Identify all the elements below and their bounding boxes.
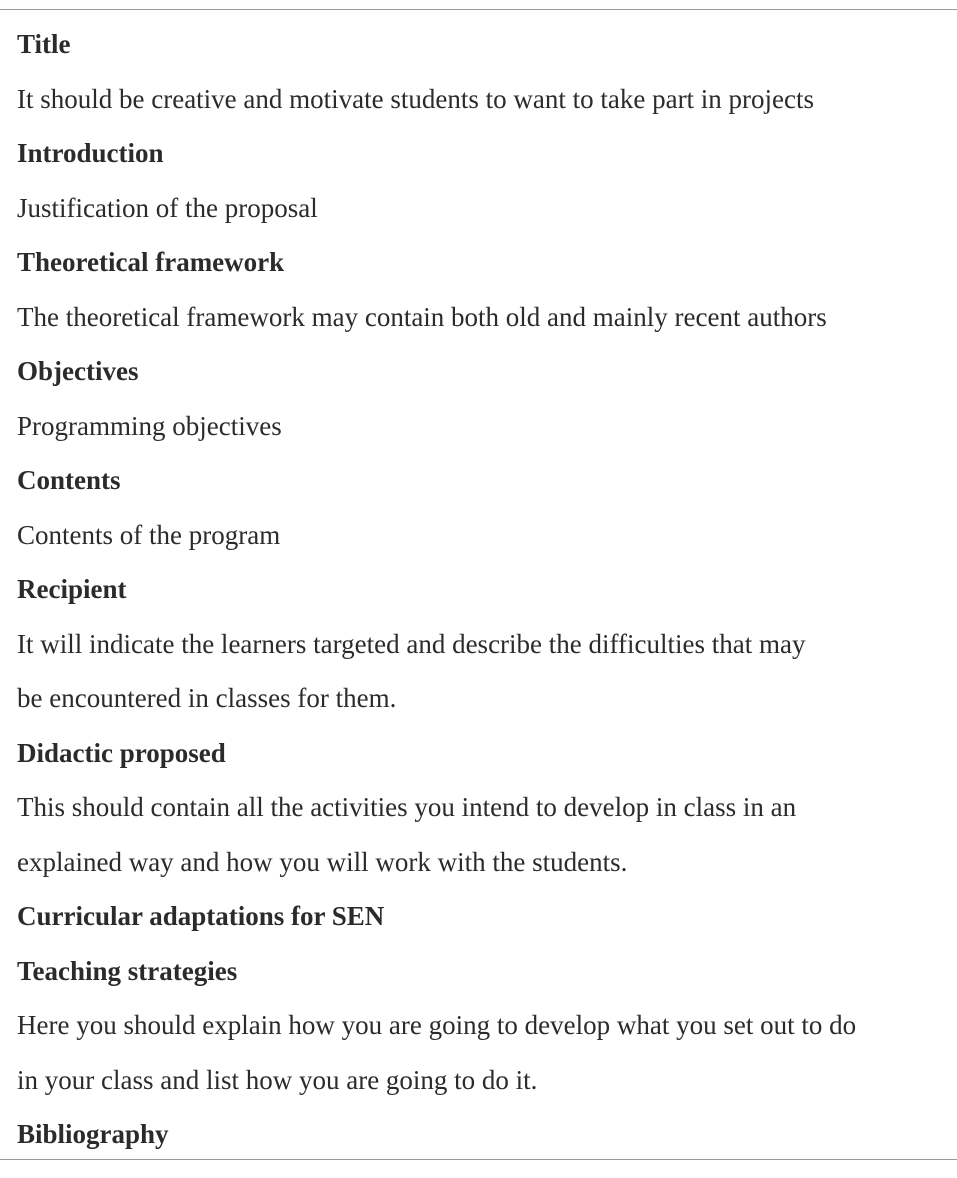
- table-top-rule: [0, 9, 957, 10]
- description-didactic-line-1: This should contain all the activities you intend to develop in class in an: [17, 792, 797, 822]
- heading-introduction: Introduction: [17, 138, 164, 168]
- description-recipient-line-1: It will indicate the learners targeted and describe the difficulties that may: [17, 628, 806, 659]
- description-objectives: Programming objectives: [17, 410, 282, 441]
- heading-title: Title: [17, 29, 71, 59]
- description-theoretical-framework: The theoretical framework may contain both old and mainly recent authors: [17, 301, 827, 332]
- heading-curricular-adaptations: Curricular adaptations for SEN: [17, 901, 385, 931]
- description-recipient-line-2: be encountered in classes for them.: [17, 683, 397, 713]
- heading-recipient: Recipient: [17, 574, 127, 604]
- heading-didactic-proposed: Didactic proposed: [17, 737, 226, 768]
- heading-contents: Contents: [17, 465, 121, 495]
- description-teaching-line-2: in your class and list how you are going to do it.: [17, 1064, 538, 1095]
- heading-objectives: Objectives: [17, 356, 139, 386]
- description-teaching-line-1: Here you should explain how you are going to develop what you set out to do: [17, 1010, 857, 1040]
- description-title: It should be creative and motivate students to want to take part in projects: [17, 83, 815, 114]
- description-introduction: Justification of the proposal: [17, 192, 318, 223]
- heading-theoretical-framework: Theoretical framework: [17, 247, 285, 277]
- document-table: [17, 17, 942, 1162]
- description-didactic-line-2: explained way and how you will work with the students.: [17, 846, 628, 877]
- heading-teaching-strategies: Teaching strategies: [17, 955, 238, 986]
- description-contents: Contents of the program: [17, 519, 281, 550]
- table-bottom-rule: [0, 1159, 957, 1160]
- heading-bibliography: Bibliography: [17, 1119, 169, 1149]
